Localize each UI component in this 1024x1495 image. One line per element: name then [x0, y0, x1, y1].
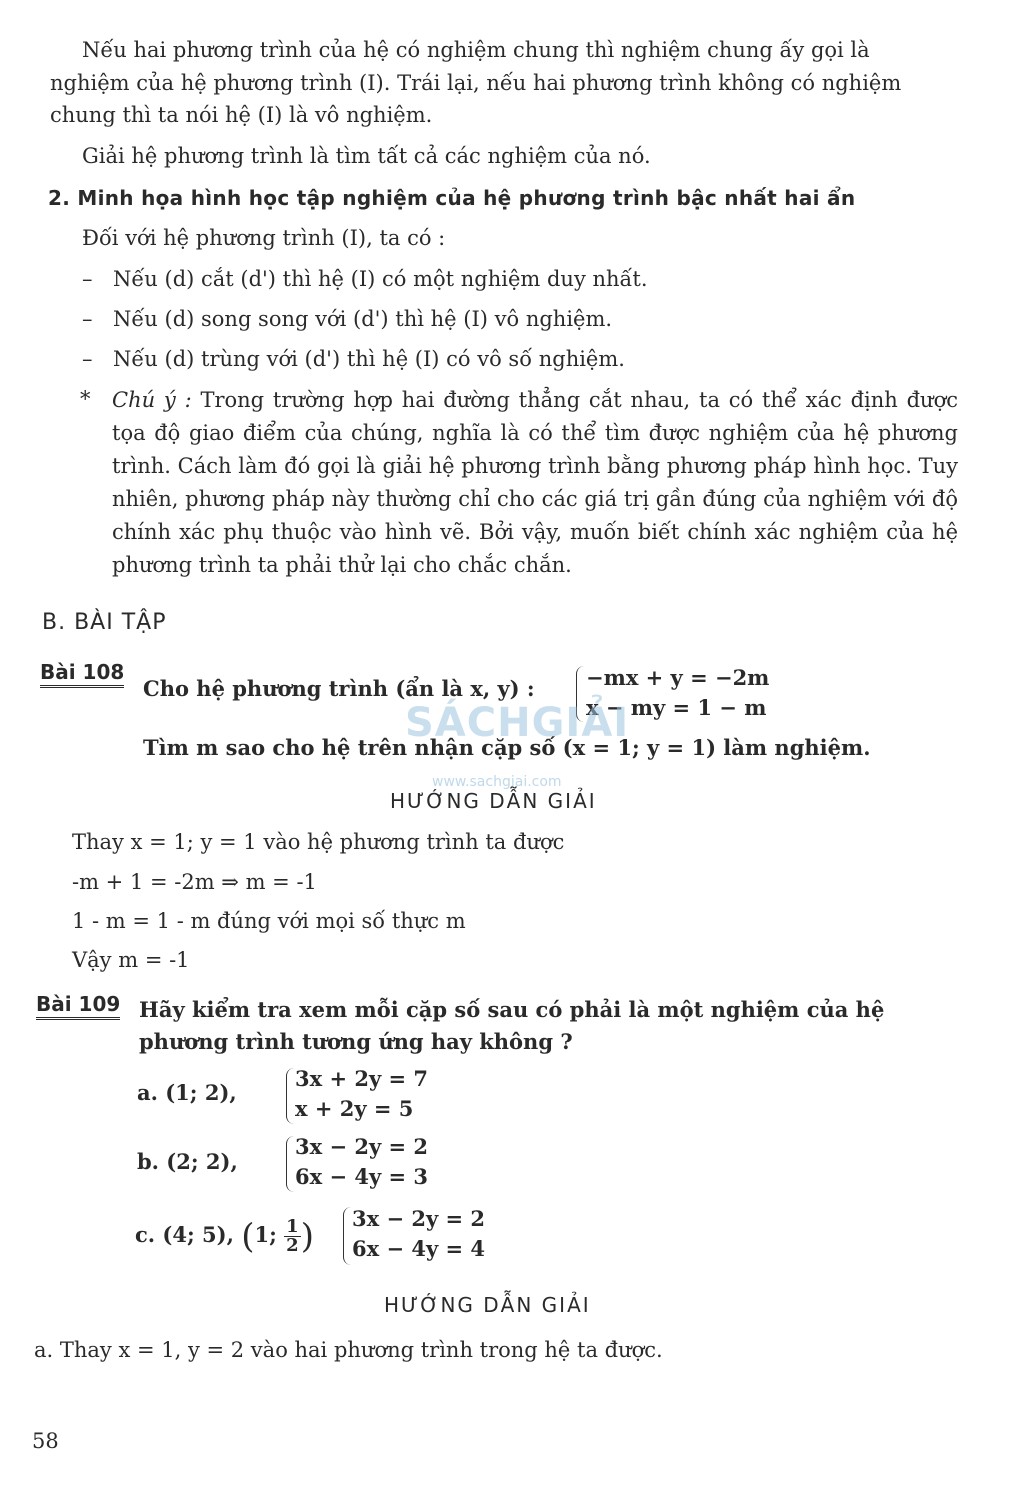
- bullet-dash: –: [82, 347, 93, 371]
- watermark-url: www.sachgiai.com: [432, 774, 562, 790]
- exercise-108-eq-2: x − my = 1 − m: [586, 695, 767, 720]
- exercise-109-solution-a: a. Thay x = 1, y = 2 vào hai phương trình trong hệ ta được.: [34, 1338, 663, 1362]
- exercise-108-label: Bài 108: [40, 660, 124, 688]
- exercise-108-task: Tìm m sao cho hệ trên nhận cặp số (x = 1; y = 1) làm nghiệm.: [143, 735, 871, 760]
- exercise-109-prompt-line-1: Hãy kiểm tra xem mỗi cặp số sau có phải là một nghiệm của hệ: [139, 997, 885, 1022]
- exercise-109-b-eq-2: 6x − 4y = 3: [295, 1164, 428, 1189]
- exercise-109-guide-heading: HƯỚNG DẪN GIẢI: [384, 1293, 591, 1317]
- section-b-heading: B. BÀI TẬP: [42, 610, 167, 635]
- close-paren: ): [300, 1216, 314, 1257]
- exercise-109-label: Bài 109: [36, 992, 120, 1020]
- page-number: 58: [32, 1429, 59, 1453]
- fraction-numerator: 1: [286, 1216, 299, 1237]
- bullet-item-1: Nếu (d) cắt (d') thì hệ (I) có một nghiệm duy nhất.: [113, 267, 648, 291]
- intro-line-3: chung thì ta nói hệ (I) là vô nghiệm.: [50, 103, 433, 127]
- note-label: Chú ý :: [112, 388, 192, 412]
- exercise-108-solution-line-2: -m + 1 = -2m ⇒ m = -1: [72, 870, 317, 894]
- exercise-108-solution-line-4: Vậy m = -1: [72, 948, 190, 972]
- exercise-109-a-eq-2: x + 2y = 5: [295, 1096, 414, 1121]
- exercise-109-c-pair-1: c. (4; 5),: [135, 1222, 242, 1247]
- exercise-108-prompt: Cho hệ phương trình (ẩn là x, y) :: [143, 676, 535, 701]
- bullet-item-3: Nếu (d) trùng với (d') thì hệ (I) có vô số nghiệm.: [113, 347, 625, 371]
- intro-line-4: Giải hệ phương trình là tìm tất cả các nghiệm của nó.: [82, 144, 651, 168]
- intro-line-1: Nếu hai phương trình của hệ có nghiệm chung thì nghiệm chung ấy gọi là: [82, 38, 870, 62]
- note-text: Trong trường hợp hai đường thẳng cắt nhau, ta có thể xác định được tọa độ giao điểm của chúng, nghĩa là có thể tìm được nghiệm của hệ phương trình. Cách làm đó gọi là giải hệ phương trình bằng phương pháp hình học. Tuy nhiên, phương pháp này thường chỉ cho các giá trị gần đúng của nghiệm với độ chính xác phụ thuộc vào hình vẽ. Bởi vậy, muốn biết chính xác nghiệm của hệ phương trình ta phải thử lại cho chắc chắn.: [112, 388, 958, 577]
- exercise-109-b-label: b. (2; 2),: [137, 1149, 238, 1174]
- fraction-denominator: 2: [286, 1235, 299, 1256]
- exercise-109-prompt-line-2: phương trình tương ứng hay không ?: [139, 1029, 573, 1054]
- exercise-109-b-eq-1: 3x − 2y = 2: [295, 1134, 428, 1159]
- bullet-item-2: Nếu (d) song song với (d') thì hệ (I) vô nghiệm.: [113, 307, 613, 331]
- exercise-108-guide-heading: HƯỚNG DẪN GIẢI: [390, 789, 597, 813]
- exercise-108-solution-line-3: 1 - m = 1 - m đúng với mọi số thực m: [72, 909, 466, 933]
- section-2-heading: 2. Minh họa hình học tập nghiệm của hệ phương trình bậc nhất hai ẩn: [48, 186, 856, 210]
- system-brace: [343, 1207, 351, 1265]
- bullet-dash: –: [82, 307, 93, 331]
- fraction-one-half: [284, 1218, 301, 1255]
- exercise-109-a-eq-1: 3x + 2y = 7: [295, 1066, 428, 1091]
- note-paragraph: [112, 384, 958, 582]
- exercise-108-eq-1: −mx + y = −2m: [586, 665, 770, 690]
- exercise-109-c-pair-2-prefix: 1;: [254, 1222, 277, 1247]
- system-brace: [286, 1068, 294, 1124]
- exercise-109-c-eq-2: 6x − 4y = 4: [352, 1236, 485, 1261]
- open-paren: (: [241, 1216, 255, 1257]
- watermark-logo: SÁCHGIẢI: [405, 700, 630, 746]
- intro-line-2: nghiệm của hệ phương trình (I). Trái lại, nếu hai phương trình không có nghiệm: [50, 71, 902, 95]
- exercise-109-c-label: [135, 1218, 314, 1255]
- exercise-109-c-eq-1: 3x − 2y = 2: [352, 1206, 485, 1231]
- bullet-dash: –: [82, 267, 93, 291]
- system-brace: [286, 1136, 294, 1192]
- exercise-109-a-label: a. (1; 2),: [137, 1080, 237, 1105]
- section-2-lead: Đối với hệ phương trình (I), ta có :: [82, 226, 446, 250]
- exercise-108-solution-line-1: Thay x = 1; y = 1 vào hệ phương trình ta được: [72, 830, 565, 854]
- note-star: *: [80, 387, 91, 411]
